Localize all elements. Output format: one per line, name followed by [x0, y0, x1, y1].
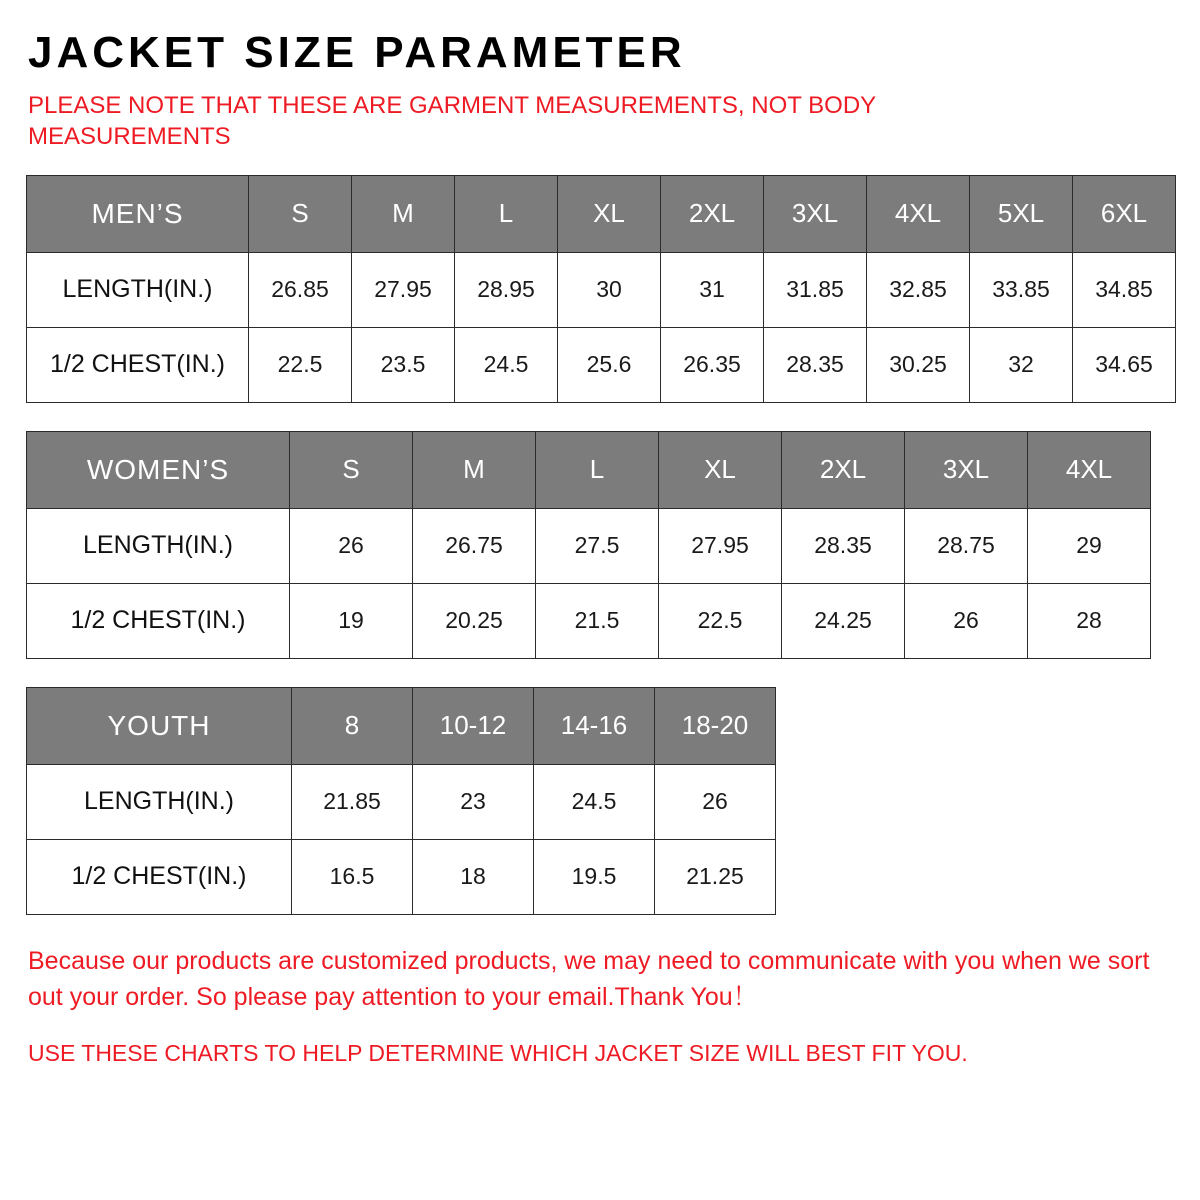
size-header: 14-16	[534, 687, 655, 764]
size-header: L	[536, 431, 659, 508]
size-header: XL	[659, 431, 782, 508]
category-label: WOMEN’S	[27, 431, 290, 508]
size-header: L	[455, 175, 558, 252]
measurement-cell: 21.5	[536, 583, 659, 658]
measurement-cell: 23	[413, 764, 534, 839]
measurement-cell: 25.6	[558, 327, 661, 402]
measurement-note: PLEASE NOTE THAT THESE ARE GARMENT MEASUREMENTS, NOT BODY MEASUREMENTS	[28, 92, 876, 151]
measurement-cell: 31	[661, 252, 764, 327]
size-header: 8	[292, 687, 413, 764]
customization-note: Because our products are customized products, we may need to communicate with you when we sort out your order. So please pay attention to your email.Thank You！	[28, 946, 1150, 1011]
measurement-cell: 24.25	[782, 583, 905, 658]
category-label: MEN’S	[27, 175, 249, 252]
size-header: M	[413, 431, 536, 508]
measurement-cell: 27.5	[536, 508, 659, 583]
row-label: 1/2 CHEST(IN.)	[27, 583, 290, 658]
size-header: 4XL	[1028, 431, 1151, 508]
size-header: S	[290, 431, 413, 508]
measurement-cell: 16.5	[292, 839, 413, 914]
table-row	[27, 327, 1176, 402]
measurement-cell: 28.35	[782, 508, 905, 583]
measurement-cell: 21.25	[655, 839, 776, 914]
youth-size-table	[26, 687, 776, 915]
measurement-cell: 32	[970, 327, 1073, 402]
measurement-cell: 28.35	[764, 327, 867, 402]
measurement-cell: 30.25	[867, 327, 970, 402]
size-header: 3XL	[905, 431, 1028, 508]
table-header-row	[27, 431, 1151, 508]
measurement-cell: 26	[290, 508, 413, 583]
row-label: LENGTH(IN.)	[27, 508, 290, 583]
size-header: 6XL	[1073, 175, 1176, 252]
size-header: 3XL	[764, 175, 867, 252]
measurement-cell: 31.85	[764, 252, 867, 327]
table-row	[27, 583, 1151, 658]
measurement-cell: 28	[1028, 583, 1151, 658]
measurement-cell: 23.5	[352, 327, 455, 402]
table-header-row	[27, 687, 776, 764]
row-label: LENGTH(IN.)	[27, 252, 249, 327]
measurement-cell: 28.95	[455, 252, 558, 327]
measurement-cell: 34.85	[1073, 252, 1176, 327]
measurement-cell: 26	[905, 583, 1028, 658]
row-label: 1/2 CHEST(IN.)	[27, 327, 249, 402]
measurement-cell: 30	[558, 252, 661, 327]
measurement-cell: 29	[1028, 508, 1151, 583]
measurement-cell: 22.5	[659, 583, 782, 658]
measurement-cell: 27.95	[352, 252, 455, 327]
table-row	[27, 508, 1151, 583]
measurement-cell: 24.5	[534, 764, 655, 839]
size-header: 4XL	[867, 175, 970, 252]
measurement-cell: 26	[655, 764, 776, 839]
table-header-row	[27, 175, 1176, 252]
measurement-cell: 21.85	[292, 764, 413, 839]
measurement-cell: 33.85	[970, 252, 1073, 327]
category-label: YOUTH	[27, 687, 292, 764]
row-label: 1/2 CHEST(IN.)	[27, 839, 292, 914]
table-row	[27, 839, 776, 914]
size-header: 18-20	[655, 687, 776, 764]
measurement-cell: 26.35	[661, 327, 764, 402]
size-header: S	[249, 175, 352, 252]
size-header: 2XL	[661, 175, 764, 252]
size-header: XL	[558, 175, 661, 252]
page-title: JACKET SIZE PARAMETER	[28, 28, 686, 77]
chart-usage-note: USE THESE CHARTS TO HELP DETERMINE WHICH JACKET SIZE WILL BEST FIT YOU.	[28, 1040, 968, 1067]
size-header: 2XL	[782, 431, 905, 508]
size-header: 5XL	[970, 175, 1073, 252]
measurement-cell: 24.5	[455, 327, 558, 402]
measurement-cell: 34.65	[1073, 327, 1176, 402]
measurement-cell: 26.85	[249, 252, 352, 327]
womens-size-table	[26, 431, 1151, 659]
measurement-cell: 19	[290, 583, 413, 658]
row-label: LENGTH(IN.)	[27, 764, 292, 839]
measurement-cell: 20.25	[413, 583, 536, 658]
measurement-cell: 22.5	[249, 327, 352, 402]
table-row	[27, 252, 1176, 327]
size-header: 10-12	[413, 687, 534, 764]
mens-size-table	[26, 175, 1176, 403]
measurement-cell: 32.85	[867, 252, 970, 327]
measurement-cell: 28.75	[905, 508, 1028, 583]
measurement-cell: 27.95	[659, 508, 782, 583]
size-header: M	[352, 175, 455, 252]
measurement-cell: 19.5	[534, 839, 655, 914]
measurement-cell: 26.75	[413, 508, 536, 583]
measurement-cell: 18	[413, 839, 534, 914]
table-row	[27, 764, 776, 839]
